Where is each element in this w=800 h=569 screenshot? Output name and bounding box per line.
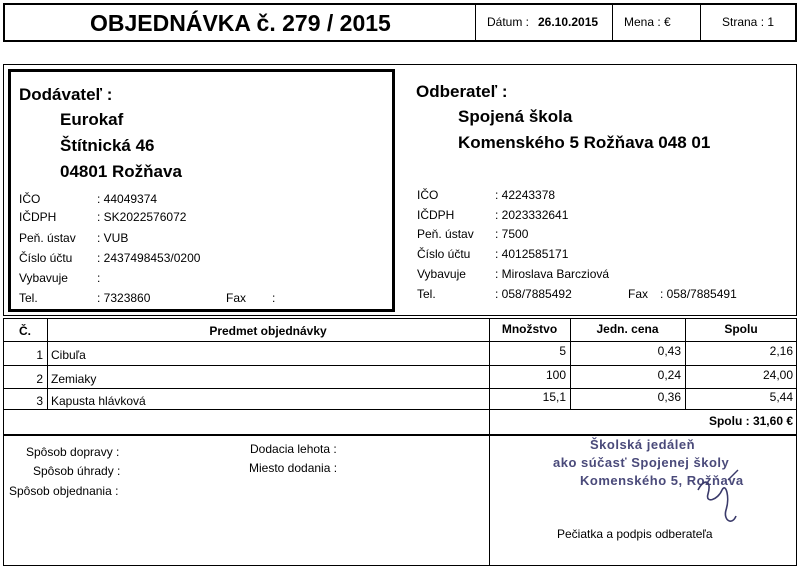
- supplier-ico-value: : 44049374: [97, 192, 158, 206]
- supplier-name: Eurokaf: [60, 110, 124, 129]
- supplier-ico-label: IČO: [19, 192, 41, 206]
- supplier-contact-label: Vybavuje: [19, 271, 68, 285]
- supplier-fax-label: Fax: [226, 291, 247, 305]
- customer-name: Spojená škola: [458, 107, 573, 126]
- signature-icon: [690, 460, 750, 532]
- row3-price: 0,36: [657, 390, 681, 404]
- col-header-no: Č.: [19, 324, 31, 338]
- row1-item: Cibuľa: [51, 348, 86, 362]
- customer-tel-label: Tel.: [417, 287, 436, 301]
- supplier-tel-label: Tel.: [19, 291, 38, 305]
- customer-fax-label: Fax: [628, 287, 649, 301]
- row1-total: 2,16: [769, 344, 793, 358]
- customer-address: Komenského 5 Rožňava 048 01: [458, 133, 711, 152]
- supplier-city: 04801 Rožňava: [60, 162, 182, 181]
- row3-qty: 15,1: [542, 390, 566, 404]
- customer-ico-label: IČO: [417, 188, 439, 202]
- supplier-bank-value: : VUB: [97, 231, 129, 245]
- col-header-price: Jedn. cena: [596, 322, 659, 336]
- transport-label: Spôsob dopravy :: [26, 445, 120, 459]
- document-title: OBJEDNÁVKA č. 279 / 2015: [90, 10, 391, 36]
- customer-tel-value: : 058/7885492: [495, 287, 572, 301]
- supplier-icdph-value: : SK2022576072: [97, 210, 187, 224]
- supplier-heading: Dodávateľ :: [19, 85, 113, 104]
- supplier-icdph-label: IČDPH: [19, 210, 57, 224]
- customer-account-value: : 4012585171: [495, 247, 569, 261]
- signature-label: Pečiatka a podpis odberateľa: [557, 527, 713, 541]
- row2-item: Zemiaky: [51, 372, 97, 386]
- customer-ico-value: : 42243378: [495, 188, 556, 202]
- customer-contact-label: Vybavuje: [417, 267, 466, 281]
- row1-price: 0,43: [657, 344, 681, 358]
- stamp-line-3: Komenského 5, Rožňava: [580, 473, 744, 488]
- supplier-bank-label: Peň. ústav: [19, 231, 76, 245]
- row3-no: 3: [36, 394, 43, 408]
- customer-icdph-label: IČDPH: [417, 208, 455, 222]
- row2-price: 0,24: [657, 368, 681, 382]
- date-label: Dátum :: [487, 15, 530, 29]
- customer-contact-value: : Miroslava Barcziová: [495, 267, 610, 281]
- delivery-place-label: Miesto dodania :: [249, 461, 338, 475]
- row2-qty: 100: [545, 368, 566, 382]
- date-value: 26.10.2015: [538, 15, 599, 29]
- supplier-fax-value: :: [272, 291, 276, 305]
- col-header-total: Spolu: [724, 322, 758, 336]
- supplier-account-label: Číslo účtu: [19, 251, 73, 265]
- row1-no: 1: [36, 348, 43, 362]
- col-header-qty: Množstvo: [501, 322, 558, 336]
- stamp-line-1: Školská jedáleň: [590, 437, 696, 452]
- row1-qty: 5: [559, 344, 566, 358]
- customer-icdph-value: : 2023332641: [495, 208, 569, 222]
- row2-no: 2: [36, 372, 43, 386]
- supplier-street: Štítnická 46: [60, 136, 155, 155]
- row2-total: 24,00: [762, 368, 793, 382]
- payment-label: Spôsob úhrady :: [33, 464, 121, 478]
- supplier-contact-value: :: [97, 271, 101, 285]
- supplier-account-value: : 2437498453/0200: [97, 251, 201, 265]
- ordering-label: Spôsob objednania :: [9, 484, 119, 498]
- grand-total: Spolu : 31,60 €: [708, 414, 793, 428]
- currency: Mena : €: [624, 15, 671, 29]
- delivery-time-label: Dodacia lehota :: [250, 442, 337, 456]
- customer-bank-value: : 7500: [495, 227, 529, 241]
- customer-heading: Odberateľ :: [416, 82, 508, 101]
- stamp-line-2: ako súčasť Spojenej školy: [553, 455, 730, 470]
- col-header-item: Predmet objednávky: [209, 324, 327, 338]
- customer-fax-value: : 058/7885491: [660, 287, 737, 301]
- page-number: Strana : 1: [722, 15, 775, 29]
- row3-total: 5,44: [769, 390, 793, 404]
- customer-bank-label: Peň. ústav: [417, 227, 474, 241]
- row3-item: Kapusta hlávková: [51, 394, 146, 408]
- supplier-tel-value: : 7323860: [97, 291, 151, 305]
- customer-account-label: Číslo účtu: [417, 247, 471, 261]
